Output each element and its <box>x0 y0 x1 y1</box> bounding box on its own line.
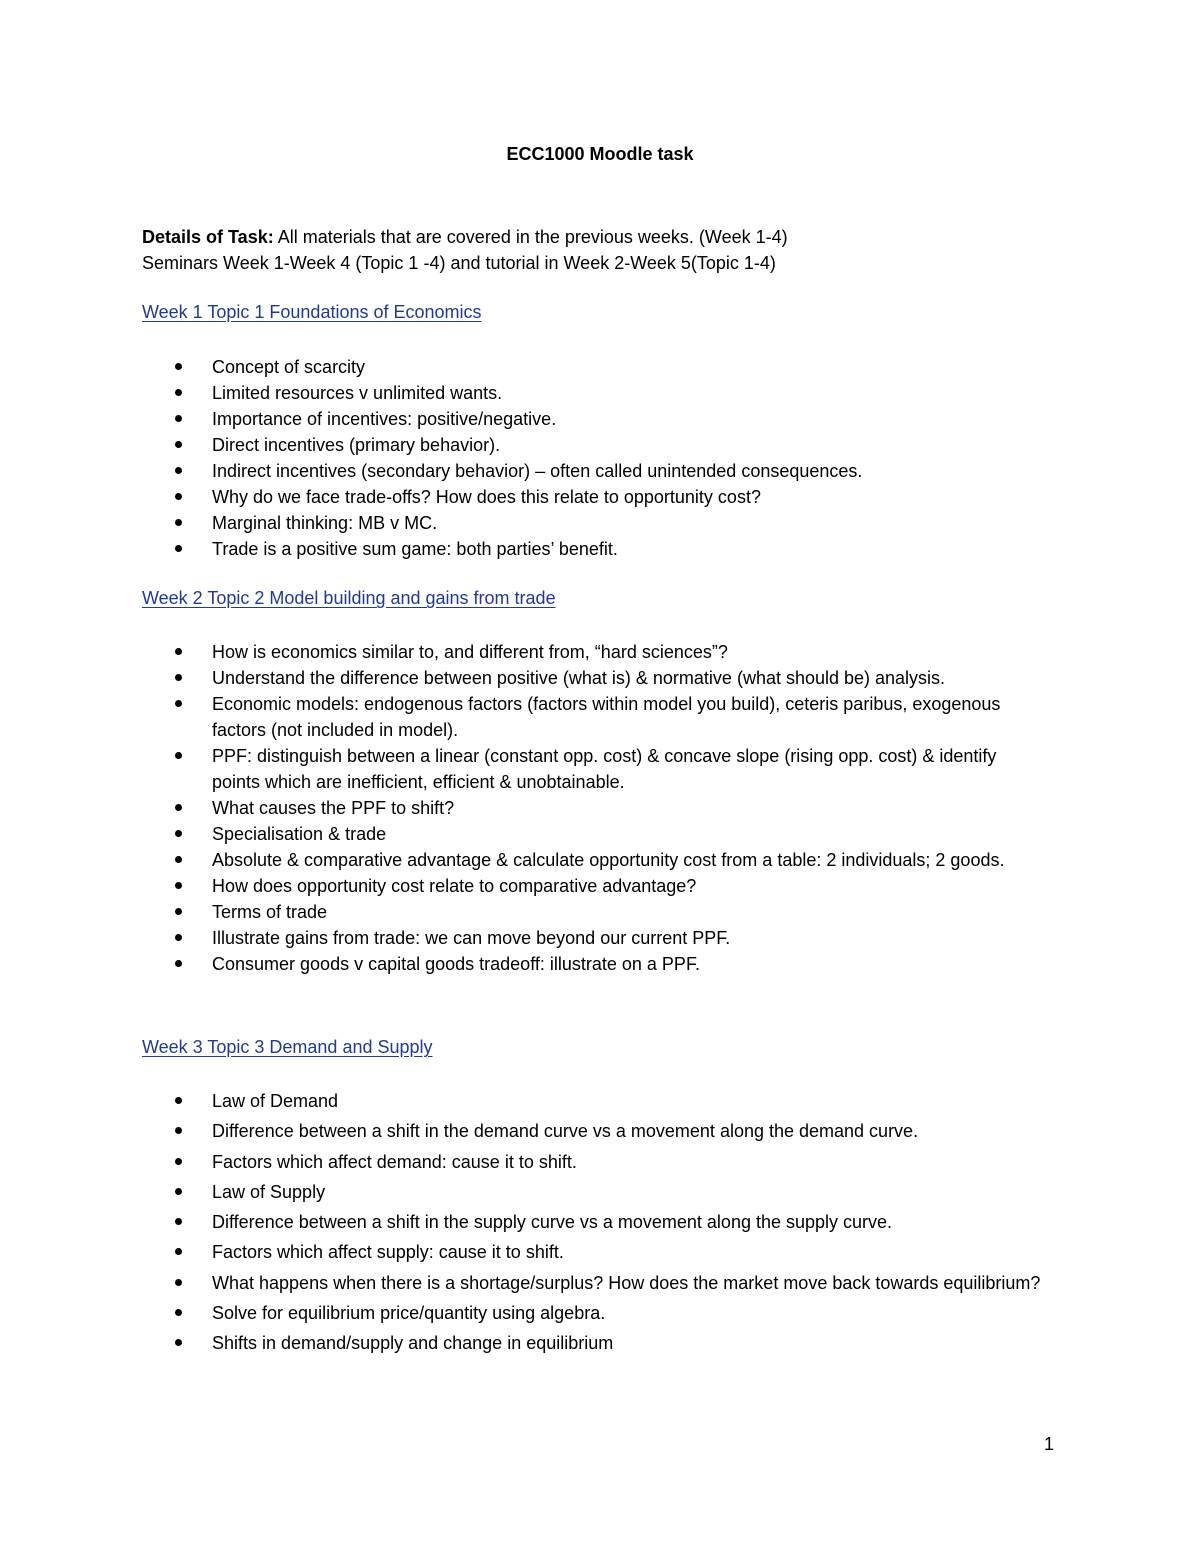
bullet-icon <box>175 648 182 655</box>
bullet-icon <box>175 1127 182 1134</box>
list-item: Marginal thinking: MB v MC. <box>142 510 1042 536</box>
details-text: All materials that are covered in the previous weeks. (Week 1-4) <box>273 227 788 247</box>
list-item: Illustrate gains from trade: we can move beyond our current PPF. <box>142 925 1042 951</box>
bullet-icon <box>175 700 182 707</box>
list-item: Factors which affect supply: cause it to shift. <box>142 1237 1042 1267</box>
list-item: Difference between a shift in the supply curve vs a movement along the supply curve. <box>142 1207 1042 1237</box>
list-item: Shifts in demand/supply and change in equilibrium <box>142 1328 1042 1358</box>
bullet-icon <box>175 960 182 967</box>
section-heading-week-2: Week 2 Topic 2 Model building and gains from trade <box>142 588 556 608</box>
bullet-icon <box>175 545 182 552</box>
section-list-week-1 <box>142 354 1042 562</box>
list-item: How is economics similar to, and different from, “hard sciences”? <box>142 639 1042 665</box>
bullet-icon <box>175 1339 182 1346</box>
list-item: Law of Supply <box>142 1177 1042 1207</box>
bullet-icon <box>175 415 182 422</box>
list-item: What happens when there is a shortage/surplus? How does the market move back towards equilibrium? <box>142 1268 1042 1298</box>
list-item: Direct incentives (primary behavior). <box>142 432 1042 458</box>
list-item: PPF: distinguish between a linear (constant opp. cost) & concave slope (rising opp. cost) & identify points which are inefficient, efficient & unobtainable. <box>142 743 1042 795</box>
bullet-icon <box>175 1218 182 1225</box>
list-item: Understand the difference between positive (what is) & normative (what should be) analysis. <box>142 665 1042 691</box>
section-list-week-3 <box>142 1086 1042 1359</box>
bullet-icon <box>175 908 182 915</box>
section-heading-week-3: Week 3 Topic 3 Demand and Supply <box>142 1037 433 1057</box>
list-item: Absolute & comparative advantage & calculate opportunity cost from a table: 2 individuals; 2 goods. <box>142 847 1042 873</box>
list-item: Limited resources v unlimited wants. <box>142 380 1042 406</box>
bullet-icon <box>175 804 182 811</box>
list-item: Factors which affect demand: cause it to shift. <box>142 1147 1042 1177</box>
bullet-icon <box>175 1279 182 1286</box>
section-heading-week-1: Week 1 Topic 1 Foundations of Economics <box>142 302 482 322</box>
list-item: Terms of trade <box>142 899 1042 925</box>
document-title: ECC1000 Moodle task <box>506 144 694 164</box>
list-item: Difference between a shift in the demand curve vs a movement along the demand curve. <box>142 1116 1042 1146</box>
bullet-icon <box>175 493 182 500</box>
list-item: What causes the PPF to shift? <box>142 795 1042 821</box>
list-item: Importance of incentives: positive/negative. <box>142 406 1042 432</box>
list-item: Indirect incentives (secondary behavior) – often called unintended consequences. <box>142 458 1042 484</box>
bullet-icon <box>175 830 182 837</box>
list-item: Concept of scarcity <box>142 354 1042 380</box>
bullet-icon <box>175 674 182 681</box>
list-item: Economic models: endogenous factors (factors within model you build), ceteris paribus, exogenous factors (not included in model). <box>142 691 1042 743</box>
bullet-icon <box>175 441 182 448</box>
bullet-icon <box>175 519 182 526</box>
task-details <box>142 224 1062 276</box>
list-item: Why do we face trade-offs? How does this relate to opportunity cost? <box>142 484 1042 510</box>
bullet-icon <box>175 1188 182 1195</box>
list-item: Law of Demand <box>142 1086 1042 1116</box>
details-label: Details of Task: <box>142 227 274 247</box>
list-item: Specialisation & trade <box>142 821 1042 847</box>
bullet-icon <box>175 363 182 370</box>
seminars-text: Seminars Week 1-Week 4 (Topic 1 -4) and tutorial in Week 2-Week 5(Topic 1-4) <box>142 253 776 273</box>
bullet-icon <box>175 1158 182 1165</box>
section-list-week-2 <box>142 639 1042 977</box>
bullet-icon <box>175 389 182 396</box>
bullet-icon <box>175 856 182 863</box>
bullet-icon <box>175 934 182 941</box>
details-row <box>142 224 1062 250</box>
bullet-icon <box>175 467 182 474</box>
bullet-icon <box>175 1097 182 1104</box>
bullet-icon <box>175 882 182 889</box>
bullet-icon <box>175 1309 182 1316</box>
bullet-icon <box>175 752 182 759</box>
list-item: Solve for equilibrium price/quantity using algebra. <box>142 1298 1042 1328</box>
bullet-icon <box>175 1248 182 1255</box>
list-item: Consumer goods v capital goods tradeoff: illustrate on a PPF. <box>142 951 1042 977</box>
page-number: 1 <box>1044 1434 1055 1454</box>
list-item: Trade is a positive sum game: both parties’ benefit. <box>142 536 1042 562</box>
list-item: How does opportunity cost relate to comparative advantage? <box>142 873 1042 899</box>
